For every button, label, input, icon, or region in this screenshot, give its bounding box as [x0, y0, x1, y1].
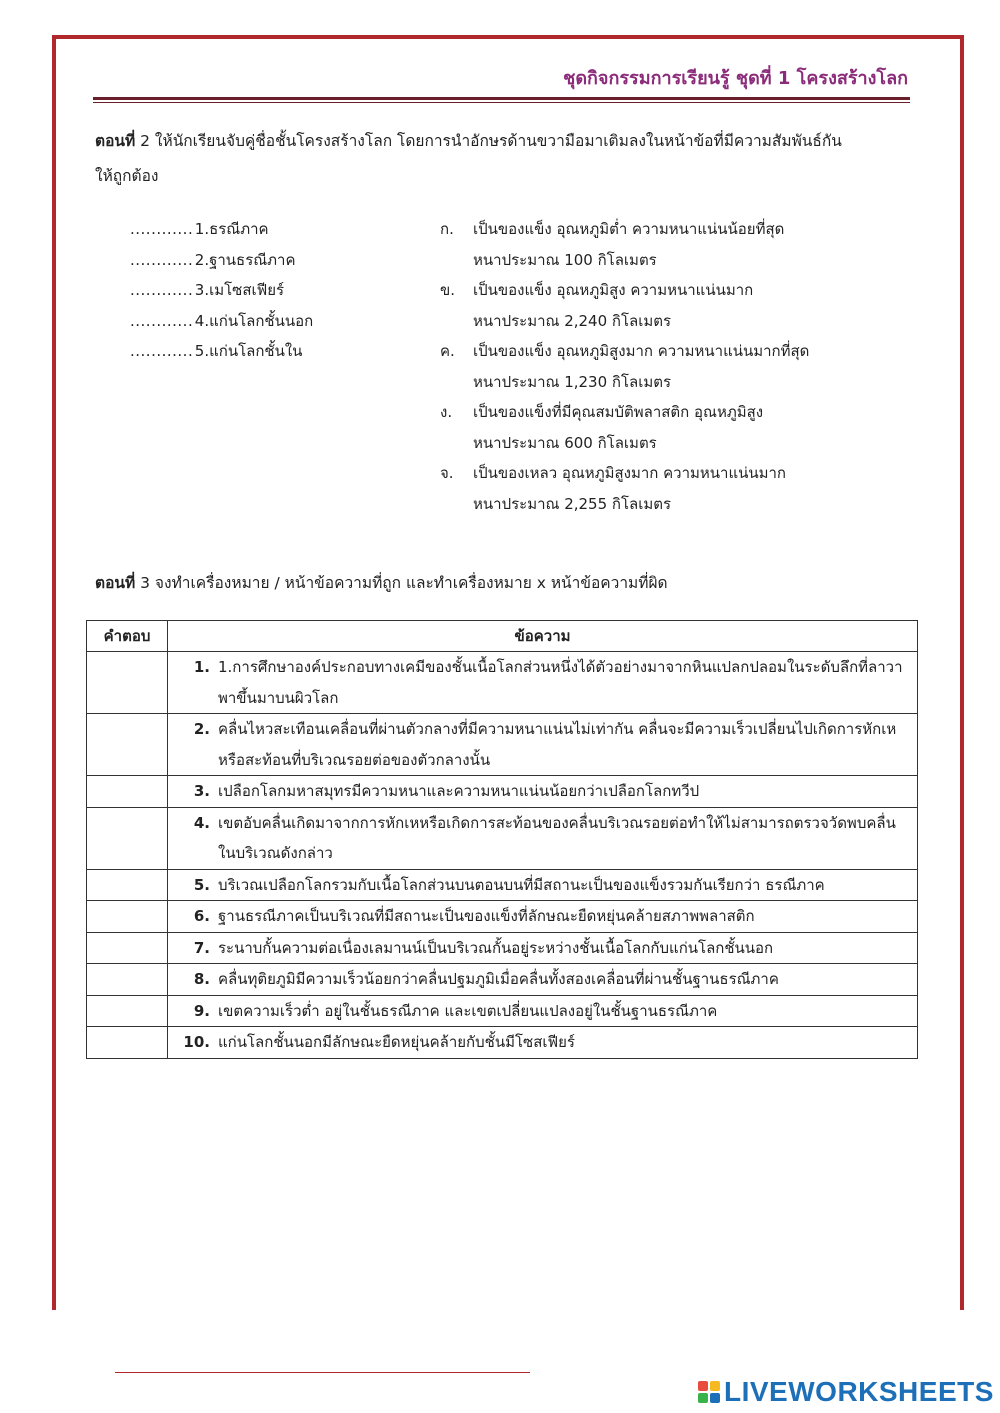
part2-label: ตอนที่: [95, 132, 136, 150]
statement-cell: [168, 776, 918, 808]
statement-text: ฐานธรณีภาคเป็นบริเวณที่มีสถานะเป็นของแข็งที่ลักษณะยืดหยุ่นคล้ายสภาพพลาสติก: [218, 907, 755, 925]
statement-number: 6.: [193, 907, 210, 925]
matching-item: [130, 306, 313, 337]
table-row: [87, 652, 918, 714]
choice-thickness: หนาประมาณ 600 กิโลเมตร: [473, 433, 657, 452]
answer-cell[interactable]: [87, 1027, 168, 1059]
answer-cell[interactable]: [87, 932, 168, 964]
footer-divider: [115, 1372, 530, 1373]
matching-item: [130, 336, 313, 367]
answer-blank[interactable]: ............: [130, 220, 194, 238]
part3-instruction: [95, 568, 668, 599]
statement-text: คลื่นทุติยภูมิมีความเร็วน้อยกว่าคลื่นปฐมภูมิเมื่อคลื่นทั้งสองเคลื่อนที่ผ่านชั้นฐานธรณีภาค: [218, 970, 779, 988]
answer-cell[interactable]: [87, 964, 168, 996]
statement-number: 1.: [193, 658, 210, 676]
statement-number: 7.: [193, 938, 210, 957]
part3-intro: 3 จงทำเครื่องหมาย / หน้าข้อความที่ถูก และทำเครื่องหมาย x หน้าข้อความที่ผิด: [135, 574, 668, 592]
page-border-left: [52, 35, 56, 1310]
table-row: [87, 1027, 918, 1059]
statement-text: 1.การศึกษาองค์ประกอบทางเคมีของชั้นเนื้อโลกส่วนหนึ่งได้ตัวอย่างมาจากหินแปลกปลอมในระดับลึกที่ลาวาพาขึ้นมาบนผิวโลก: [218, 658, 903, 707]
part3-label: ตอนที่: [95, 574, 136, 592]
statement-number: 4.: [193, 813, 210, 832]
statement-cell: [168, 932, 918, 964]
answer-blank[interactable]: ............: [130, 311, 194, 330]
choice-text: เป็นของแข็ง อุณหภูมิสูงมาก ความหนาแน่นมากที่สุด: [473, 342, 810, 360]
statement-column-header: ข้อความ: [168, 621, 918, 652]
choice-thickness: หนาประมาณ 2,240 กิโลเมตร: [473, 311, 672, 330]
statement-text: เขตความเร็วต่ำ อยู่ในชั้นธรณีภาค และเขตเปลี่ยนแปลงอยู่ในชั้นฐานธรณีภาค: [218, 1001, 718, 1020]
answer-cell[interactable]: [87, 714, 168, 776]
page-border-right: [960, 35, 964, 1310]
choice-letter: ง.: [440, 403, 453, 421]
logo-square: [698, 1393, 708, 1403]
matching-items: [130, 214, 313, 367]
answer-blank[interactable]: ............: [130, 250, 194, 269]
choice-letter: ข.: [440, 281, 456, 299]
table-row: [87, 932, 918, 964]
part2-intro-line2: ให้ถูกต้อง: [95, 167, 159, 185]
part2-intro-line1: 2 ให้นักเรียนจับคู่ชื่อชั้นโครงสร้างโลก โดยการนำอักษรด้านขวามือมาเติมลงในหน้าข้อที่มีความสัมพันธ์กัน: [135, 132, 842, 150]
answer-blank[interactable]: ............: [130, 281, 194, 299]
choice-thickness: หนาประมาณ 1,230 กิโลเมตร: [473, 372, 672, 391]
matching-item-label: 5.แก่นโลกชั้นใน: [194, 342, 303, 360]
table-header-row: [87, 621, 918, 652]
statement-cell: [168, 964, 918, 996]
statement-number: 2.: [193, 720, 210, 738]
logo-text: LIVEWORKSHEETS: [724, 1376, 994, 1407]
liveworksheets-logo: [698, 1376, 994, 1408]
choice-letter: ค.: [440, 342, 455, 360]
statement-cell: [168, 807, 918, 869]
matching-item: [130, 214, 313, 245]
choice-text: เป็นของแข็ง อุณหภูมิต่ำ ความหนาแน่นน้อยที่สุด: [473, 220, 785, 238]
header-divider: [93, 97, 910, 100]
statement-text: ระนาบกั้นความต่อเนื่องเลมานน์เป็นบริเวณกั้นอยู่ระหว่างชั้นเนื้อโลกกับแก่นโลกชั้นนอก: [218, 938, 774, 957]
matching-item-label: 4.แก่นโลกชั้นนอก: [194, 311, 314, 330]
statement-number: 3.: [193, 782, 210, 800]
table-row: [87, 776, 918, 808]
statement-number: 10.: [183, 1033, 210, 1051]
statement-text: เปลือกโลกมหาสมุทรมีความหนาและความหนาแน่นน้อยกว่าเปลือกโลกทวีป: [218, 782, 700, 800]
statement-text: บริเวณเปลือกโลกรวมกับเนื้อโลกส่วนบนตอนบนที่มีสถานะเป็นของแข็งรวมกันเรียกว่า ธรณีภาค: [218, 875, 825, 894]
answer-cell[interactable]: [87, 652, 168, 714]
table-row: [87, 995, 918, 1027]
statement-cell: [168, 652, 918, 714]
choice-text: เป็นของแข็ง อุณหภูมิสูง ความหนาแน่นมาก: [473, 281, 754, 299]
statement-cell: [168, 869, 918, 901]
header-divider-thin: [93, 102, 910, 103]
matching-item-label: 2.ฐานธรณีภาค: [194, 250, 296, 269]
logo-square: [698, 1381, 708, 1391]
table-row: [87, 869, 918, 901]
table-row: [87, 807, 918, 869]
logo-square: [710, 1381, 720, 1391]
statement-number: 9.: [193, 1001, 210, 1020]
page-header-title: ชุดกิจกรรมการเรียนรู้ ชุดที่ 1 โครงสร้างโลก: [563, 68, 908, 89]
answer-blank[interactable]: ............: [130, 342, 194, 360]
statement-text: แก่นโลกชั้นนอกมีลักษณะยืดหยุ่นคล้ายกับชั้นมีโซสเฟียร์: [218, 1033, 575, 1051]
logo-square: [710, 1393, 720, 1403]
table-row: [87, 964, 918, 996]
statement-number: 8.: [193, 970, 210, 988]
statement-text: คลื่นไหวสะเทือนเคลื่อนที่ผ่านตัวกลางที่มีความหนาแน่นไม่เท่ากัน คลื่นจะมีความเร็วเปลี่ยนไปเกิดการหักเห หรือสะท้อนที่บริเวณรอยต่อของตัวกลางนั้น: [218, 720, 897, 769]
table-row: [87, 901, 918, 933]
matching-item: [130, 275, 313, 306]
page-border-top: [52, 35, 964, 39]
statement-cell: [168, 714, 918, 776]
choice-letter: ก.: [440, 220, 454, 238]
logo-mark-icon: [698, 1381, 720, 1403]
statement-cell: [168, 995, 918, 1027]
choice-text: เป็นของแข็งที่มีคุณสมบัติพลาสติก อุณหภูมิสูง: [473, 403, 764, 421]
choice-letter: จ.: [440, 464, 454, 482]
choice-thickness: หนาประมาณ 2,255 กิโลเมตร: [473, 494, 672, 513]
matching-item-label: 3.เมโซสเฟียร์: [194, 281, 285, 299]
choice-text: เป็นของเหลว อุณหภูมิสูงมาก ความหนาแน่นมาก: [473, 464, 787, 482]
answer-cell[interactable]: [87, 995, 168, 1027]
matching-item: [130, 245, 313, 276]
answer-cell[interactable]: [87, 869, 168, 901]
statement-number: 5.: [193, 875, 210, 894]
answer-column-header: คำตอบ: [87, 621, 168, 652]
choice-thickness: หนาประมาณ 100 กิโลเมตร: [473, 250, 657, 269]
part2-instruction: [95, 126, 842, 157]
statement-cell: [168, 901, 918, 933]
table-row: [87, 714, 918, 776]
matching-item-label: 1.ธรณีภาค: [194, 220, 269, 238]
answer-cell[interactable]: [87, 901, 168, 933]
answer-cell[interactable]: [87, 776, 168, 808]
answer-cell[interactable]: [87, 807, 168, 869]
statement-text: เขตอับคลื่นเกิดมาจากการหักเหหรือเกิดการสะท้อนของคลื่นบริเวณรอยต่อทำให้ไม่สามารถตรวจวัดพบคลื่นในบริเวณดังกล่าว: [218, 813, 896, 862]
statement-cell: [168, 1027, 918, 1059]
true-false-table: [86, 620, 918, 1059]
